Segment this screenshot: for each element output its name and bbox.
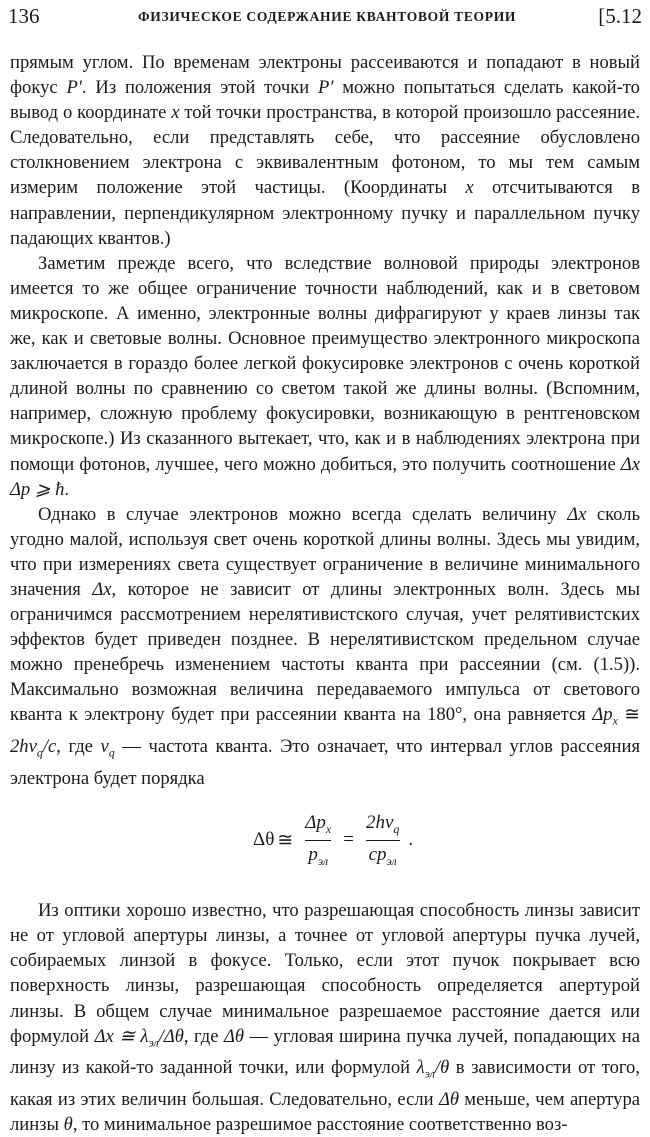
math-subscript: x — [325, 821, 332, 836]
math-part: cp — [368, 843, 387, 865]
text-run: прямым углом. По временам электроны рассеиваются и попадают в новый фокус — [10, 52, 640, 99]
math-part: /θ — [434, 1057, 450, 1079]
math-part: 2hν — [365, 812, 394, 834]
equals-sign: = — [343, 829, 354, 851]
display-formula — [10, 791, 640, 898]
math-subscript: эл — [317, 853, 329, 868]
fraction-numerator — [363, 812, 402, 840]
running-title: ФИЗИЧЕСКОЕ СОДЕРЖАНИЕ КВАНТОВОЙ ТЕОРИИ — [138, 9, 517, 24]
math-part: Δp — [592, 704, 613, 726]
math-subscript: эл — [424, 1067, 435, 1082]
section-number: [5.12 — [598, 4, 642, 28]
math-part: /c — [42, 736, 57, 758]
text-run: , где — [183, 1025, 224, 1047]
text-run: , которое не зависит от длины электронных волн. Здесь мы ограничимся рассмотрением нерелятивистского случая, учет релятивистских эффектов будет приведен позднее. В нерелятивистском предельном случае можно пренебречь изменением частоты кванта при рассеянии (см. (1.5)). Максимально возможная величина передаваемого импульса от светового кванта к электрону будет при рассеянии кванта на 180°, она равняется — [10, 578, 641, 726]
text-run: Однако в случае электронов можно всегда сделать величину — [38, 503, 568, 525]
fraction-numerator — [302, 812, 334, 840]
text-run: , где — [56, 736, 101, 758]
paragraph-1 — [10, 50, 640, 251]
text-run: той точки пространства, в которой произошло рассеяние. Следовательно, если представлять себе, что рассеяние обусловлено столкновением электрона с эквивалентным фотоном, то мы тем самым измерим положение этой частицы. (Координаты — [10, 102, 641, 199]
text-run: , то минимальное разрешимое расстояние соответственно воз- — [72, 1114, 568, 1136]
page-body — [10, 50, 640, 1137]
text-run: — угловая ширина пучка лучей, попадающих на линзу из какой-то заданной точки, или формулой — [10, 1025, 640, 1079]
formula-lhs: Δθ — [253, 829, 275, 851]
math-symbol: x — [171, 102, 180, 124]
text-run: сколь угодно малой, используя свет очень короткой длины волны. Здесь мы увидим, что при измерениях света существует ограничение в величине минимального значения — [10, 503, 640, 600]
fraction-denominator — [305, 840, 331, 869]
math-symbol: Δθ — [438, 1089, 459, 1111]
math-inline — [100, 736, 115, 760]
math-part: 2hν — [10, 736, 37, 758]
fraction-momentum — [302, 812, 334, 869]
math-subscript: q — [36, 745, 43, 760]
text-run: в зависимости от того, какая из этих величин большая. Следовательно, если — [10, 1057, 640, 1111]
page-number: 136 — [8, 4, 40, 28]
math-symbol: x — [465, 177, 474, 199]
math-relation: ≅ — [617, 704, 640, 726]
math-symbol: Δx — [567, 503, 587, 525]
text-run: . — [64, 478, 70, 500]
text-run: отсчитываются в направлении, перпендикулярном электронному пучку и параллельном пучку падающих квантов.) — [10, 177, 640, 249]
math-inline — [94, 1025, 184, 1050]
math-symbol: Δθ — [223, 1025, 245, 1047]
math-symbol: Δx — [92, 578, 112, 600]
math-subscript: эл — [148, 1035, 159, 1050]
math-part: p — [308, 843, 318, 865]
math-inline: Δx Δp ⩾ ħ — [10, 453, 640, 500]
text-run: Заметим прежде всего, что вследствие волновой природы электронов имеется то же общее ограничение точности наблюдений, как и в световом микроскопе. А именно, электронные волны дифрагируют у краев линзы так же, как и световые волны. Основное преимущество электронного микроскопа заключается в гораздо более легкой фокусировке электронов с очень короткой длиной волны по сравнению со светом такой же длины волны. (Вспомним, например, сложную проблему фокусировки, возникающую в рентгеновском микроскопе.) Из сказанного вытекает, что, как и в наблюдениях электрона при помощи фотонов, лучшее, чего можно добиться, это получить соотношение — [10, 252, 640, 475]
math-part: /Δθ — [158, 1025, 184, 1047]
math-subscript: q — [393, 821, 400, 836]
math-symbol: P′ — [66, 77, 82, 99]
math-subscript: q — [108, 745, 115, 760]
math-symbol: θ — [63, 1114, 73, 1136]
math-part: Δx ≅ λ — [94, 1025, 149, 1047]
math-symbol: P′ — [318, 77, 334, 99]
running-header — [8, 4, 642, 34]
text-run: — частота кванта. Это означает, что интервал углов рассеяния электрона будет порядка — [10, 736, 641, 790]
math-subscript: x — [612, 714, 618, 729]
fraction-frequency — [363, 812, 402, 869]
text-run: меньше, чем апертура линзы — [10, 1089, 640, 1136]
formula-period: . — [408, 829, 414, 851]
math-part: Δp — [305, 812, 326, 834]
math-part: ν — [100, 736, 109, 758]
paragraph-2 — [10, 251, 640, 502]
paragraph-4 — [10, 898, 640, 1137]
paragraph-3 — [10, 502, 640, 791]
text-run: Из оптики хорошо известно, что разрешающая способность линзы зависит не от угловой апертуры линзы, а точнее от угловой апертуры пучка лучей, собираемых линзой в фокусе. Только, если этот пучок покрывает всю поверхность линзы, разрешающая способность определяется апертурой линзы. В общем случае минимальное разрешаемое расстояние дается или формулой — [10, 900, 640, 1047]
math-subscript: эл — [386, 853, 397, 868]
text-run: . Из положения этой точки — [81, 77, 318, 99]
formula-content — [253, 812, 413, 869]
approx-sign: ≅ — [277, 829, 294, 851]
text-run: можно попытаться сделать какой-то вывод о координате — [10, 77, 640, 124]
math-inline — [416, 1057, 450, 1082]
math-part: λ — [416, 1057, 425, 1079]
fraction-denominator — [366, 840, 400, 869]
